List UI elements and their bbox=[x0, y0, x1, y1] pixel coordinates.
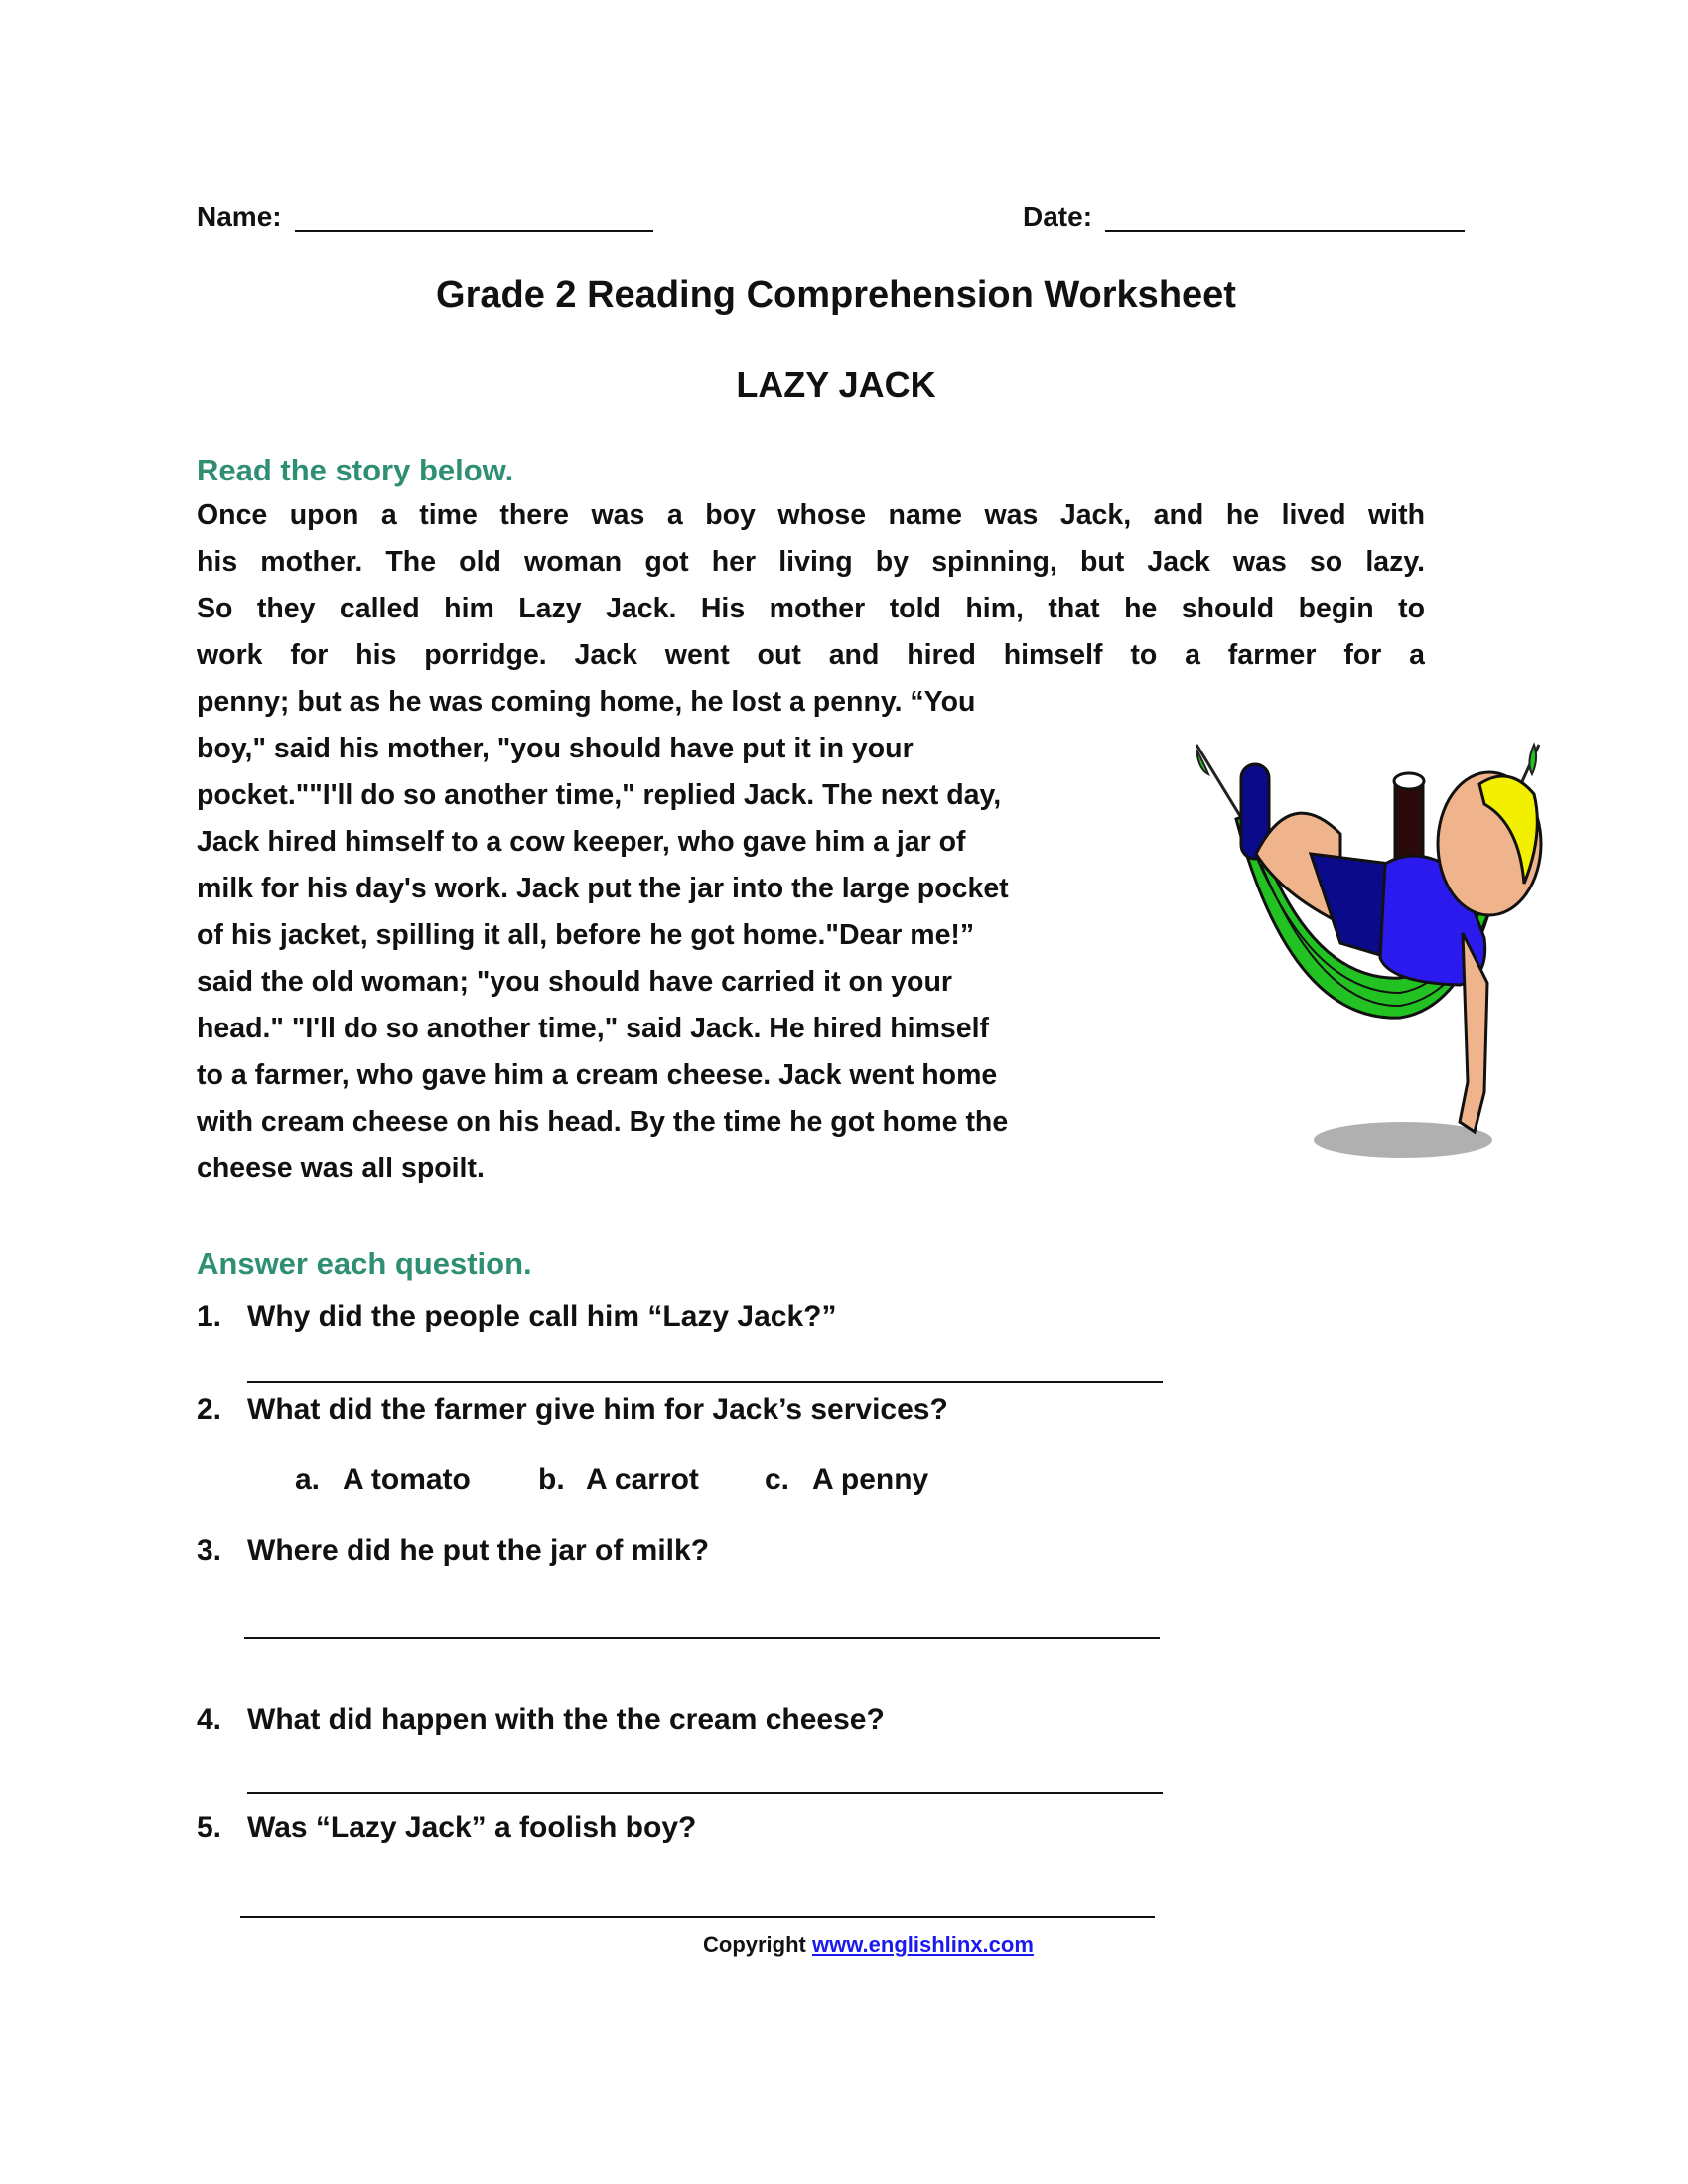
copyright-label: Copyright bbox=[703, 1932, 806, 1957]
story-line: cheese was all spoilt. bbox=[197, 1153, 485, 1184]
question-text: Where did he put the jar of milk? bbox=[247, 1534, 710, 1567]
story-line: So they called him Lazy Jack. His mother told him, that he should begin to bbox=[197, 593, 1425, 624]
story-line: to a farmer, who gave him a cream cheese. Jack went home bbox=[197, 1059, 998, 1091]
story-line: boy," said his mother, "you should have put it in your bbox=[197, 733, 914, 764]
question-text: What did the farmer give him for Jack’s services? bbox=[247, 1393, 948, 1426]
story-line: Once upon a time there was a boy whose name was Jack, and he lived with bbox=[197, 499, 1425, 531]
story-line: milk for his day's work. Jack put the jar into the large pocket bbox=[197, 873, 1009, 904]
question-number: 2. bbox=[197, 1393, 222, 1426]
question-1 bbox=[197, 1300, 836, 1334]
option-b[interactable] bbox=[538, 1463, 699, 1497]
read-instruction: Read the story below. bbox=[197, 453, 514, 487]
lazy-jack-hammock-illustration bbox=[1192, 725, 1544, 1161]
option-letter: b. bbox=[538, 1463, 565, 1496]
answer-line-3[interactable] bbox=[244, 1637, 1160, 1639]
option-letter: c. bbox=[765, 1463, 790, 1496]
option-a[interactable] bbox=[295, 1463, 471, 1497]
story-line: work for his porridge. Jack went out and hired himself to a farmer for a bbox=[197, 639, 1425, 671]
question-number: 4. bbox=[197, 1704, 222, 1736]
englishlinx-link[interactable]: www.englishlinx.com bbox=[812, 1932, 1034, 1957]
option-text: A carrot bbox=[586, 1463, 699, 1496]
answer-line-1[interactable] bbox=[247, 1381, 1163, 1383]
question-4 bbox=[197, 1704, 885, 1737]
option-c[interactable] bbox=[765, 1463, 928, 1497]
name-label: Name: bbox=[197, 202, 282, 232]
question-text: Was “Lazy Jack” a foolish boy? bbox=[247, 1811, 697, 1843]
copyright bbox=[703, 1932, 1034, 1958]
worksheet-title: Grade 2 Reading Comprehension Worksheet bbox=[436, 274, 1236, 316]
question-5 bbox=[197, 1811, 696, 1844]
answer-line-4[interactable] bbox=[247, 1792, 1163, 1794]
question-3 bbox=[197, 1534, 709, 1568]
question-number: 3. bbox=[197, 1534, 222, 1567]
question-number: 1. bbox=[197, 1300, 222, 1333]
story-line: of his jacket, spilling it all, before he got home."Dear me!” bbox=[197, 919, 975, 951]
option-letter: a. bbox=[295, 1463, 321, 1496]
question-2 bbox=[197, 1393, 948, 1427]
date-label: Date: bbox=[1023, 202, 1093, 232]
question-text: What did happen with the the cream cheese? bbox=[247, 1704, 885, 1736]
story-line: said the old woman; "you should have carried it on your bbox=[197, 966, 952, 998]
question-number: 5. bbox=[197, 1811, 222, 1843]
answer-instruction: Answer each question. bbox=[197, 1246, 532, 1281]
story-line: his mother. The old woman got her living by spinning, but Jack was so lazy. bbox=[197, 546, 1425, 578]
story-line: penny; but as he was coming home, he lost a penny. “You bbox=[197, 686, 976, 718]
name-field[interactable] bbox=[295, 230, 653, 232]
story-line: with cream cheese on his head. By the time he got home the bbox=[197, 1106, 1009, 1138]
option-text: A penny bbox=[812, 1463, 929, 1496]
story-line: pocket.""I'll do so another time," replied Jack. The next day, bbox=[197, 779, 1002, 811]
date-field[interactable] bbox=[1105, 230, 1465, 232]
story-line: Jack hired himself to a cow keeper, who gave him a jar of bbox=[197, 826, 966, 858]
option-text: A tomato bbox=[343, 1463, 471, 1496]
story-line: head." "I'll do so another time," said Jack. He hired himself bbox=[197, 1013, 990, 1044]
answer-line-5[interactable] bbox=[240, 1916, 1155, 1918]
question-text: Why did the people call him “Lazy Jack?” bbox=[247, 1300, 837, 1333]
story-title: LAZY JACK bbox=[736, 364, 936, 405]
